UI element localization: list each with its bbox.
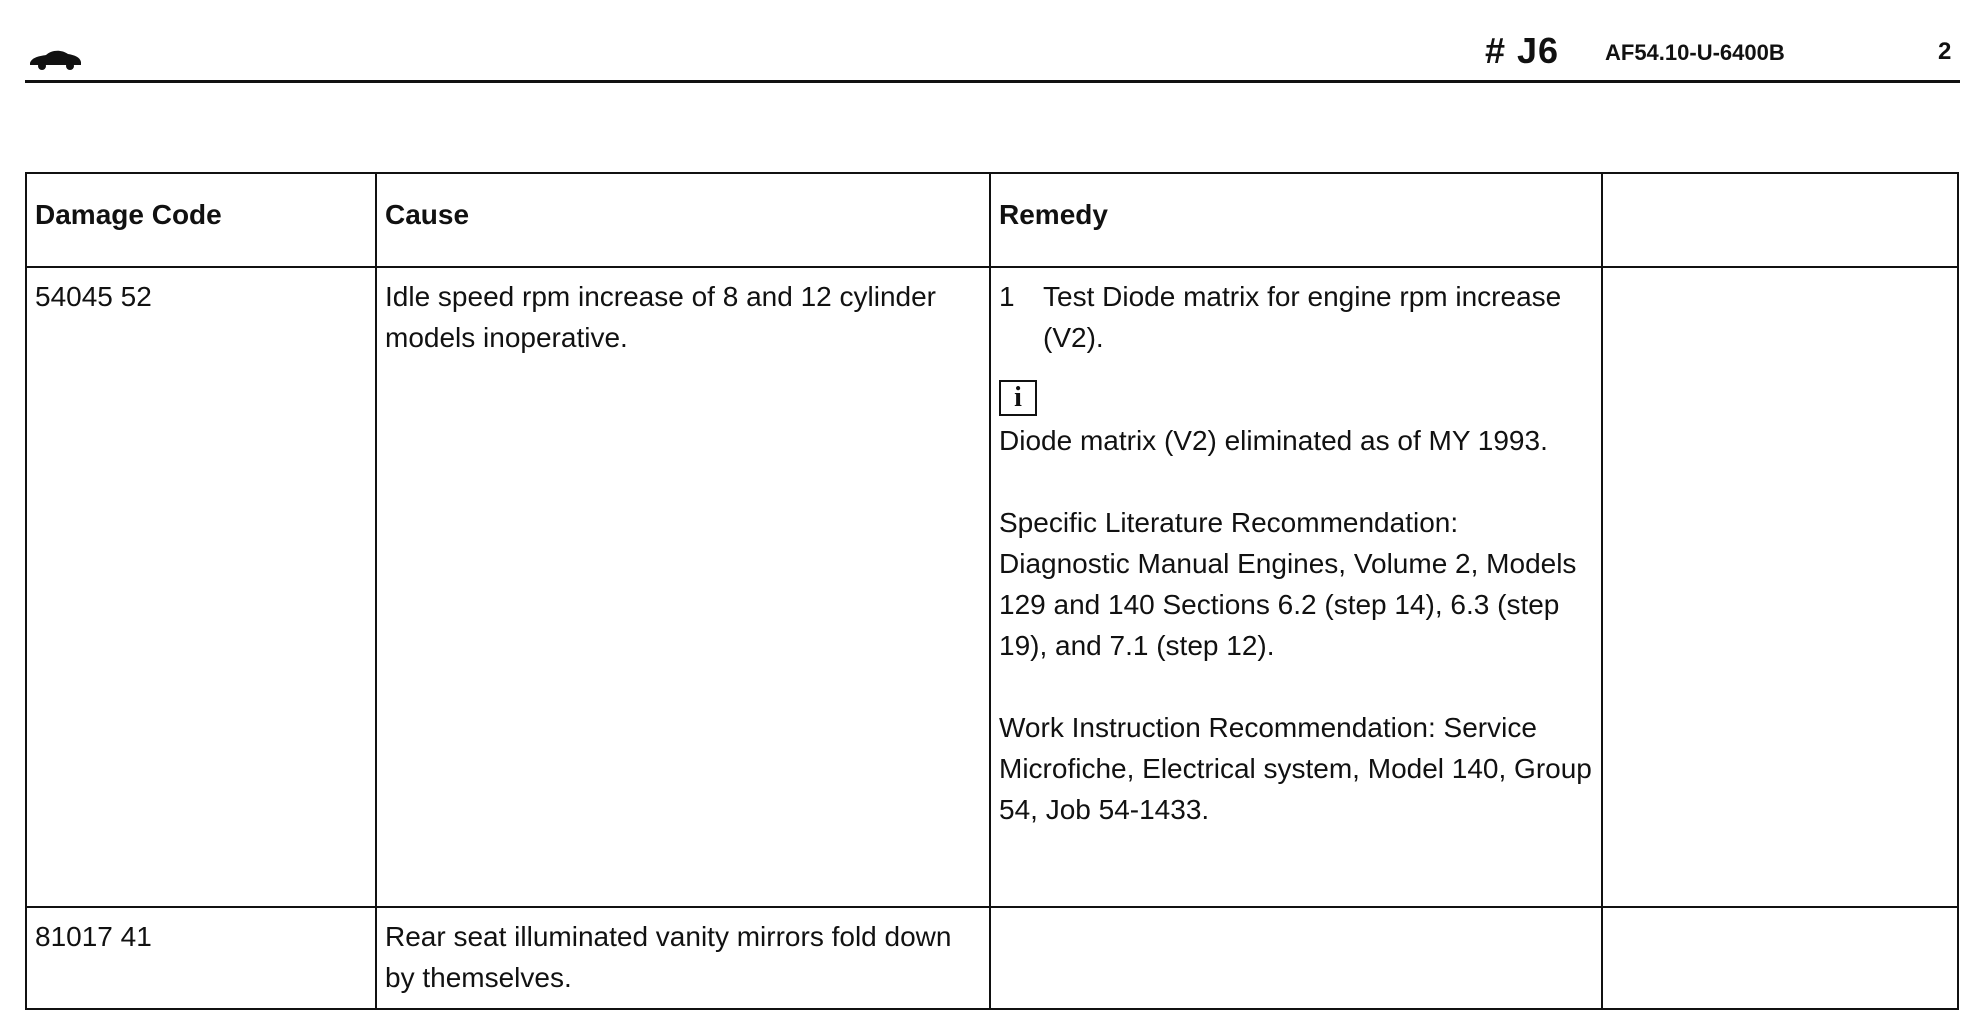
page-number: 2 bbox=[1938, 38, 1952, 65]
document-code: AF54.10-U-6400B bbox=[1605, 40, 1785, 65]
step-number: 1 bbox=[999, 281, 1015, 312]
table-header-row bbox=[26, 173, 1958, 267]
remedy-note: Diode matrix (V2) eliminated as of MY 1993. bbox=[999, 425, 1548, 456]
remedy-step bbox=[999, 276, 1593, 358]
work-instruction-recommendation: Work Instruction Recommendation: Service Microfiche, Electrical system, Model 140, Group 54, Job 54-1433. bbox=[999, 712, 1592, 825]
remedy-cell bbox=[990, 907, 1602, 1009]
damage-code-cell: 54045 52 bbox=[26, 267, 376, 907]
cause-cell: Rear seat illuminated vanity mirrors fold down by themselves. bbox=[376, 907, 990, 1009]
literature-recommendation: Specific Literature Recommendation: Diagnostic Manual Engines, Volume 2, Models 129 and 140 Sections 6.2 (step 14), 6.3 (step 19), and 7.1 (step 12). bbox=[999, 507, 1577, 661]
column-header-remedy: Remedy bbox=[990, 173, 1602, 267]
table-row bbox=[26, 907, 1958, 1009]
step-text: Test Diode matrix for engine rpm increase (V2). bbox=[1043, 281, 1562, 353]
document-tag: # J6 bbox=[1485, 30, 1560, 71]
extra-cell bbox=[1602, 907, 1958, 1009]
extra-cell bbox=[1602, 267, 1958, 907]
header-divider bbox=[25, 80, 1960, 83]
car-icon bbox=[28, 47, 83, 71]
page-header bbox=[25, 20, 1960, 82]
column-header-cause: Cause bbox=[376, 173, 990, 267]
column-header-damage-code: Damage Code bbox=[26, 173, 376, 267]
damage-code-cell: 81017 41 bbox=[26, 907, 376, 1009]
info-icon: i bbox=[999, 380, 1037, 416]
damage-code-table bbox=[25, 172, 1959, 1010]
remedy-cell bbox=[990, 267, 1602, 907]
column-header-blank bbox=[1602, 173, 1958, 267]
cause-cell: Idle speed rpm increase of 8 and 12 cylinder models inoperative. bbox=[376, 267, 990, 907]
table-row bbox=[26, 267, 1958, 907]
